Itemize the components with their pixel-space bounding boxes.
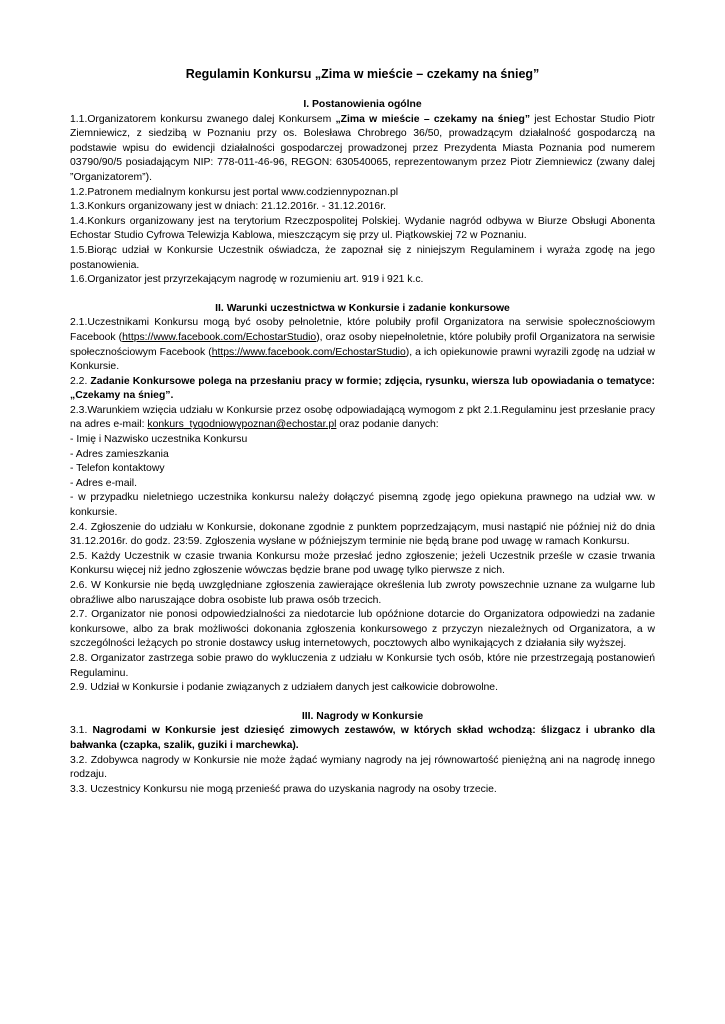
paragraph-text: oraz podanie danych: bbox=[336, 419, 439, 431]
section-heading: I. Postanowienia ogólne bbox=[303, 99, 422, 110]
bold-text: Zadanie Konkursowe polega na przesłaniu pracy w formie; zdjęcia, rysunku, wiersza lub opowiadania o tematyce: „Czekamy na śnieg”. bbox=[70, 375, 655, 402]
paragraph bbox=[70, 681, 655, 696]
paragraph bbox=[70, 783, 655, 798]
paragraph bbox=[70, 550, 655, 579]
paragraph bbox=[70, 273, 655, 288]
paragraph-text: 2.2. bbox=[70, 375, 91, 387]
section-heading: II. Warunki uczestnictwa w Konkursie i zadanie konkursowe bbox=[215, 302, 510, 314]
paragraph-text: 2.7. Organizator nie ponosi odpowiedzialności za niedotarcie lub opóźnione dotarcie do Organizatora odpowiedzi na zadanie konkursowe, albo za brak możliwości dokonania zgłoszenia konkursowego z przyczyn niezależnych od Organizatora, a w szczególności leżących po stronie dostawcy usług internetowych, pocztowych albo wynikających z działania siły wyższej. bbox=[70, 609, 655, 650]
paragraph-text: 1.1.Organizatorem konkursu zwanego dalej Konkursem bbox=[70, 113, 336, 125]
paragraph bbox=[70, 186, 655, 201]
paragraph-text: 3.3. Uczestnicy Konkursu nie mogą przenieść prawa do uzyskania nagrody na osoby trzecie. bbox=[70, 783, 497, 795]
paragraph bbox=[70, 375, 655, 404]
paragraph-text: - Telefon kontaktowy bbox=[70, 463, 165, 475]
paragraph bbox=[70, 477, 655, 492]
section-general-provisions bbox=[70, 98, 655, 288]
paragraph bbox=[70, 433, 655, 448]
paragraph-text: 2.3.Warunkiem wzięcia udziału w Konkursie przez osobę odpowiadającą wymogom z pkt 2.1.Regulaminu jest przesłanie pracy na adres e-mail: bbox=[70, 404, 655, 431]
paragraph-text: 2.4. Zgłoszenie do udziału w Konkursie, dokonane zgodnie z punktem poprzedzającym, musi nastąpić nie później niż do dnia 31.12.2016r. do godz. 23:59. Zgłoszenia wysłane w późniejszym terminie nie będą brane pod uwagę w ramach Konkursu. bbox=[70, 521, 655, 548]
paragraph-text: ), oraz osoby niepełnoletnie, które polubiły profil Organizatora na serwisie społecznościowym Facebook ( bbox=[70, 331, 656, 358]
paragraph-text: 3.2. Zdobywca nagrody w Konkursie nie może żądać wymiany nagrody na jej równowartość pieniężną ani na nagrodę innego rodzaju. bbox=[70, 754, 655, 781]
paragraph-text: 1.2.Patronem medialnym konkursu jest portal www.codziennypoznan.pl bbox=[70, 186, 399, 198]
bold-text: „Zima w mieście – czekamy na śnieg” bbox=[335, 113, 531, 125]
paragraph-text: ), a ich opiekunowie prawni wyrazili zgodę na udział w Konkursie. bbox=[70, 346, 655, 373]
paragraph bbox=[70, 113, 655, 186]
section-participation-conditions bbox=[70, 302, 655, 696]
paragraph-text: 2.9. Udział w Konkursie i podanie związanych z udziałem danych jest całkowicie dobrowolne. bbox=[70, 682, 498, 694]
link-text[interactable]: https://www.facebook.com/EchostarStudio bbox=[211, 346, 406, 358]
paragraph-text: - Adres zamieszkania bbox=[70, 448, 169, 460]
paragraph bbox=[70, 491, 655, 520]
link-text[interactable]: https://www.facebook.com/EchostarStudio bbox=[122, 331, 317, 343]
paragraph-text: 2.1.Uczestnikami Konkursu mogą być osoby pełnoletnie, które polubiły profil Organizatora na serwisie społecznościowym Facebook ( bbox=[70, 317, 655, 343]
section-prizes bbox=[70, 710, 655, 798]
document-title: Regulamin Konkursu „Zima w mieście – czekamy na śnieg” bbox=[185, 67, 540, 81]
section-body bbox=[70, 316, 655, 695]
paragraph bbox=[70, 462, 655, 477]
section-heading: III. Nagrody w Konkursie bbox=[301, 710, 424, 722]
paragraph-text: - Imię i Nazwisko uczestnika Konkursu bbox=[70, 434, 248, 446]
paragraph bbox=[70, 215, 655, 244]
paragraph-text: jest Echostar Studio Piotr Ziemniewicz, z siedzibą w Poznaniu przy os. Bolesława Chrobrego 36/50, prowadzącym działalność gospodarczą na podstawie wpisu do ewidencji działalności gospodarczej prowadzonej przez Prezydenta Miasta Poznania pod numerem 03790/90/5 posiadającym NIP: 778-011-46-96, REGON: 630540065, reprezentowanym przez Piotr Ziemniewicz (zwany dalej ”Organizatorem”). bbox=[70, 113, 655, 183]
paragraph-text: 1.4.Konkurs organizowany jest na terytorium Rzeczpospolitej Polskiej. Wydanie nagród odbywa w Biurze Obsługi Abonenta Echostar Studio Cyfrowa Telewizja Kablowa, mieszczącym się przy ul. Piątkowskiej 72 w Poznaniu. bbox=[70, 215, 655, 242]
paragraph bbox=[70, 579, 655, 608]
paragraph bbox=[70, 404, 655, 433]
paragraph-text: - w przypadku nieletniego uczestnika konkursu należy dołączyć pisemną zgodę jego opiekuna prawnego na udział ww. w konkursie. bbox=[70, 492, 655, 519]
paragraph-text: - Adres e-mail. bbox=[70, 477, 137, 489]
section-body bbox=[70, 113, 655, 288]
link-text[interactable]: konkurs_tygodniowypoznan@echostar.pl bbox=[147, 419, 337, 431]
paragraph bbox=[70, 608, 655, 652]
paragraph bbox=[70, 724, 655, 753]
paragraph-text: 2.8. Organizator zastrzega sobie prawo do wykluczenia z udziału w Konkursie tych osób, które nie przestrzegają postanowień Regulaminu. bbox=[70, 652, 655, 679]
section-body bbox=[70, 724, 655, 797]
paragraph-text: 1.3.Konkurs organizowany jest w dniach: 21.12.2016r. - 31.12.2016r. bbox=[70, 201, 386, 213]
paragraph-text: 2.5. Każdy Uczestnik w czasie trwania Konkursu może przesłać jedno zgłoszenie; jeżeli Uczestnik prześle w czasie trwania Konkursu więcej niż jedno zgłoszenie wówczas będzie brane pod uwagę tylko pierwsze z nich. bbox=[70, 550, 655, 577]
bold-text: Nagrodami w Konkursie jest dziesięć zimowych zestawów, w których skład wchodzą: ślizgacz i ubranko dla bałwanka (czapka, szalik, guziki i marchewka). bbox=[70, 725, 655, 751]
paragraph bbox=[70, 652, 655, 681]
paragraph bbox=[70, 754, 655, 783]
paragraph-text: 2.6. W Konkursie nie będą uwzględniane zgłoszenia zawierające określenia lub zwroty powszechnie uznane za wulgarne lub obraźliwe albo naruszające dobra osobiste lub prawa osób trzecich. bbox=[70, 580, 655, 606]
paragraph bbox=[70, 200, 655, 215]
paragraph bbox=[70, 521, 655, 550]
paragraph bbox=[70, 448, 655, 463]
paragraph-text: 1.5.Biorąc udział w Konkursie Uczestnik oświadcza, że zapoznał się z niniejszym Regulaminem i wyraża zgodę na jego postanowienia. bbox=[70, 244, 655, 271]
paragraph-text: 1.6.Organizator jest przyrzekającym nagrodę w rozumieniu art. 919 i 921 k.c. bbox=[70, 274, 424, 286]
paragraph-text: 3.1. bbox=[70, 725, 93, 737]
paragraph bbox=[70, 316, 655, 374]
paragraph bbox=[70, 244, 655, 273]
